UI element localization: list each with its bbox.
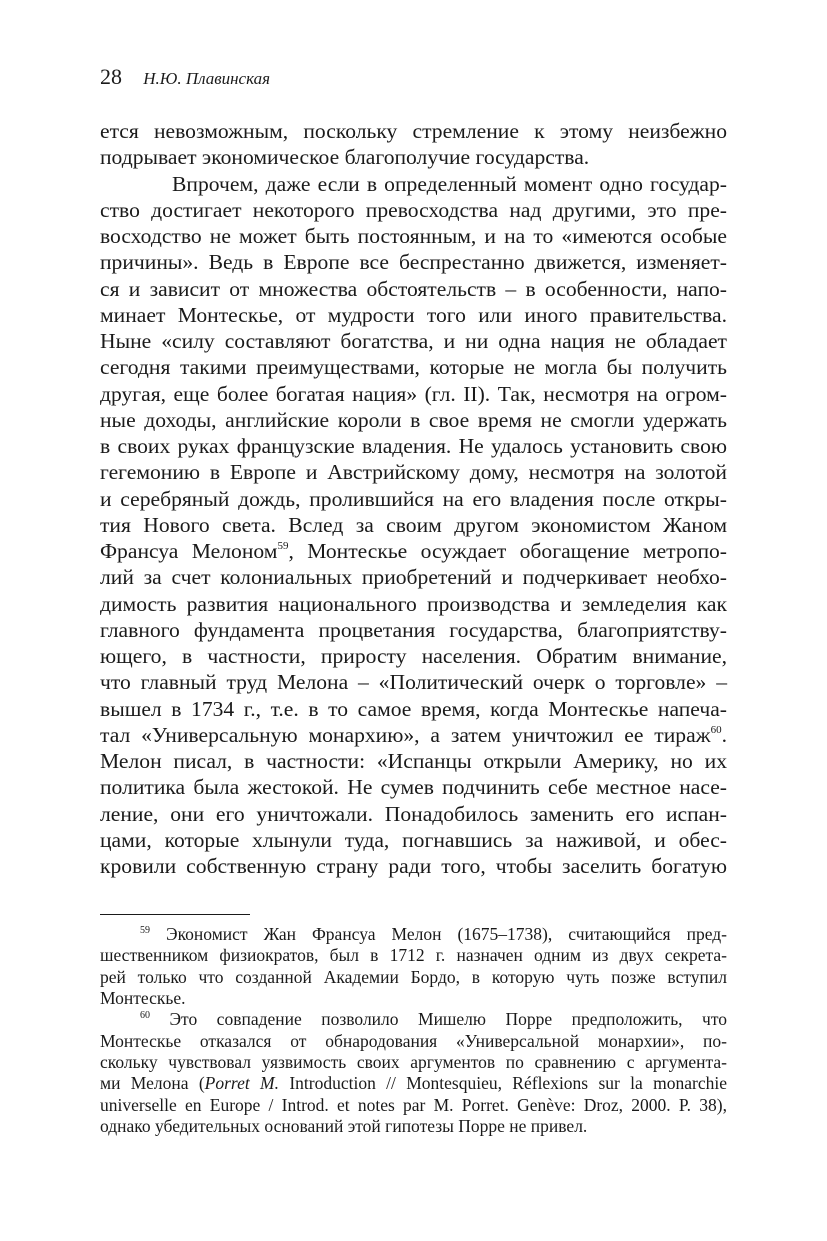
footnotes <box>100 924 727 1137</box>
running-head <box>100 62 727 92</box>
text-line: другая, еще более богатая нация» (гл. II). Так, несмотря на огром- <box>100 381 727 406</box>
text-line: минает Монтескье, от мудрости того или иного правительства. <box>100 302 727 327</box>
text-line: сегодня такими преимуществами, которые не могла бы получить <box>100 355 727 380</box>
footnote-line: шественником физиократов, был в 1712 г. назначен одним из двух секрета- <box>100 945 727 966</box>
text-fragment: Франсуа Мелоном <box>100 539 278 563</box>
text-line: Впрочем, даже если в определенный момент одно государ- <box>172 171 727 196</box>
text-line: что главный труд Мелона – «Политический очерк о торговле» – <box>100 670 727 695</box>
text-line: цами, которые хлынули туда, погнавшись за наживой, и обес- <box>100 827 727 852</box>
footnote-line: Монтескье отказался от обнародования «Универсальной монархии», по- <box>100 1030 727 1051</box>
main-text <box>100 118 727 879</box>
text-line: в своих руках французские владения. Не удалось установить свою <box>100 434 727 458</box>
footnote-line: однако убедительных оснований этой гипотезы Порре не привел. <box>100 1116 588 1137</box>
text-line: тия Нового света. Вслед за своим другом экономистом Жаном <box>100 512 727 537</box>
text-line: ство достигает некоторого превосходства над другими, это пре- <box>100 197 727 222</box>
text-fragment: , Монтескье осуждает обогащение метропо- <box>288 539 727 563</box>
running-head-author: Н.Ю. Плавинская <box>143 69 271 88</box>
text-fragment: Introduction // Montesquieu, Réflexions sur la monarchie <box>278 1073 727 1094</box>
text-line: восходство не может быть постоянным, и на то «имеются особые <box>100 224 727 248</box>
text-line: гегемонию в Европе и Австрийскому дому, несмотря на золотой <box>100 460 727 485</box>
footnote-line <box>100 1009 727 1030</box>
text-line: лий за счет колониальных приобретений и подчеркивает необхо- <box>100 565 727 590</box>
text-fragment: ми Мелона ( <box>100 1073 205 1094</box>
footnote-ref-59[interactable]: 59 <box>277 540 289 552</box>
footnote-separator <box>100 914 250 915</box>
footnote-line: рей только что созданной Академии Бордо, в которую чуть позже вступил <box>100 966 727 987</box>
citation-author: Porret M. <box>204 1073 279 1094</box>
text-line: причины». Ведь в Европе все беспрестанно движется, изменяет- <box>100 250 727 275</box>
footnote-number-60: 60 <box>140 1010 150 1022</box>
text-line: ные доходы, английские короли в свое время не смогли удержать <box>100 407 727 432</box>
footnote-line <box>100 1073 727 1094</box>
text-line: Мелон писал, в частности: «Испанцы открыли Америку, но их <box>100 749 727 773</box>
text-fragment: Это совпадение позволило Мишелю Порре предположить, что <box>169 1009 727 1030</box>
text-fragment: Экономист Жан Франсуа Мелон (1675–1738), считающийся пред- <box>166 924 727 944</box>
text-line: вышел в 1734 г., т.е. в то самое время, когда Монтескье напеча- <box>100 696 727 721</box>
text-line: Ныне «силу составляют богатства, и ни одна нация не обладает <box>100 329 727 353</box>
footnote-ref-60[interactable]: 60 <box>710 723 722 736</box>
text-line: ется невозможным, поскольку стремление к этому неизбежно <box>100 119 727 143</box>
text-line: политика была жестокой. Не сумев подчинить себе местное насе- <box>100 775 727 800</box>
footnote-line: скольку чувствовал уязвимость своих аргументов по сравнению с аргумента- <box>100 1052 727 1073</box>
page-number: 28 <box>100 64 122 89</box>
text-line: ющего, в частности, приросту населения. Обратим внимание, <box>100 644 727 668</box>
text-line: и серебряный дождь, пролившийся на его владения после откры- <box>100 486 727 511</box>
footnote-number-59: 59 <box>140 925 150 936</box>
text-line <box>100 538 727 564</box>
text-line: тал «Универсальную монархию», а затем уничтожил ее тираж$^{60}$. <box>100 722 727 747</box>
text-line: димость развития национального производства и земледелия как <box>100 591 727 616</box>
footnote-line <box>100 924 727 945</box>
text-line: ся и зависит от множества обстоятельств – в особенности, напо- <box>100 276 727 301</box>
text-line: ление, они его уничтожали. Понадобилось заменить его испан- <box>100 801 727 826</box>
text-line: главного фундамента процветания государства, благоприятству- <box>100 617 727 642</box>
text-line: кровили собственную страну ради того, чтобы заселить богатую <box>100 854 727 878</box>
footnote-line: universelle en Europe / Introd. et notes par M. Porret. Genève: Droz, 2000. P. 38), <box>100 1094 727 1115</box>
text-fragment: тал «Универсальную монархию», а затем уничтожил ее тираж <box>100 722 711 747</box>
footnote-line: Монтескье. <box>100 988 186 1009</box>
text-line: подрывает экономическое благополучие государства. <box>100 145 590 170</box>
